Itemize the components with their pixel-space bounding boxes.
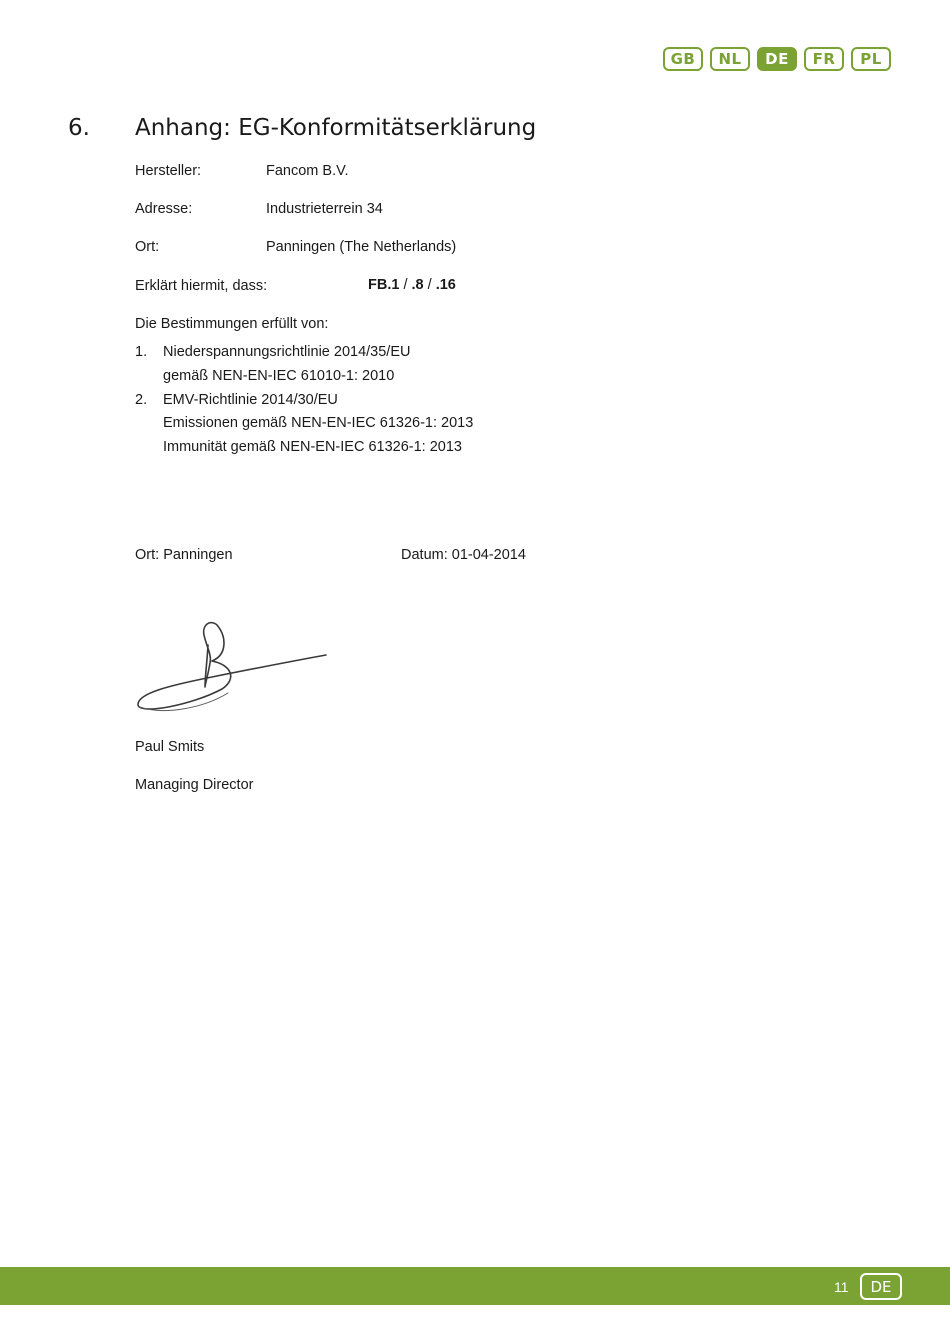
directive-2-name: EMV-Richtlinie 2014/30/EU: [163, 392, 338, 408]
directive-1-name: Niederspannungsrichtlinie 2014/35/EU: [163, 344, 411, 360]
directive-2-detail-immunity: Immunität gemäß NEN-EN-IEC 61326-1: 2013: [163, 439, 462, 455]
directive-2-number: 2.: [135, 392, 148, 408]
signatory-name: Paul Smits: [135, 739, 205, 755]
address-label: Adresse:: [135, 201, 193, 217]
language-selector: [663, 47, 891, 71]
signatory-role: Managing Director: [135, 777, 254, 793]
directives-intro: Die Bestimmungen erfüllt von:: [135, 316, 329, 332]
product-part-3: .16: [435, 277, 456, 293]
section-number: 6.: [68, 115, 90, 141]
product-separator-1: /: [399, 277, 412, 293]
page-number: 11: [834, 1279, 849, 1295]
manufacturer-value: Fancom B.V.: [266, 163, 349, 179]
address-value: Industrieterrein 34: [266, 201, 383, 217]
manufacturer-label: Hersteller:: [135, 163, 202, 179]
page-title: Anhang: EG-Konformitätserklärung: [135, 115, 537, 141]
declares-label: Erklärt hiermit, dass:: [135, 278, 268, 294]
product-part-2: .8: [411, 277, 424, 293]
footer-language-badge: DE: [860, 1273, 902, 1300]
product-separator-2: /: [423, 277, 436, 293]
place-label: Ort:: [135, 239, 160, 255]
footer-bar: [0, 1267, 950, 1305]
product-models: [368, 277, 456, 293]
signature-image: [132, 615, 332, 725]
lang-tab-de[interactable]: DE: [757, 47, 797, 71]
directive-1-detail: gemäß NEN-EN-IEC 61010-1: 2010: [163, 368, 395, 384]
product-part-1: FB.1: [368, 277, 400, 293]
place-value: Panningen (The Netherlands): [266, 239, 457, 255]
lang-tab-pl[interactable]: PL: [851, 47, 891, 71]
signoff-date: Datum: 01-04-2014: [401, 547, 526, 563]
directive-2-detail-emissions: Emissionen gemäß NEN-EN-IEC 61326-1: 2013: [163, 415, 474, 431]
directive-1-number: 1.: [135, 344, 148, 360]
lang-tab-gb[interactable]: GB: [663, 47, 703, 71]
signoff-place: Ort: Panningen: [135, 547, 233, 563]
lang-tab-fr[interactable]: FR: [804, 47, 844, 71]
lang-tab-nl[interactable]: NL: [710, 47, 750, 71]
